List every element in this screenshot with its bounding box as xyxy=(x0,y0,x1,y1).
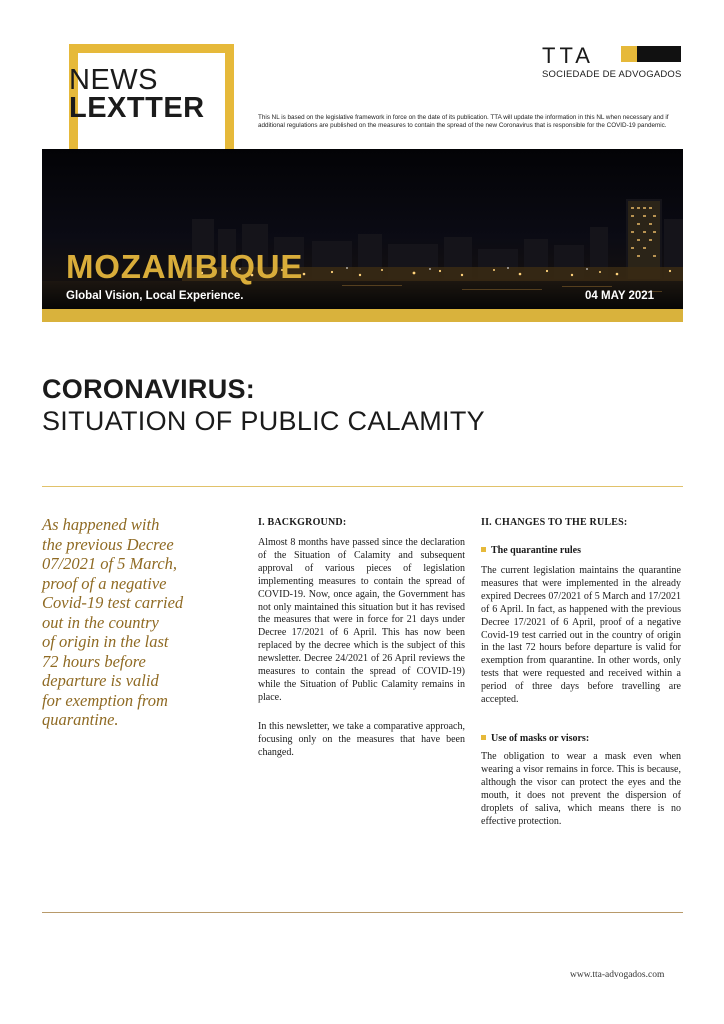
pull-quote-line: for exemption from xyxy=(42,690,168,710)
disclaimer-text: This NL is based on the legislative framework in force on the date of its publication. TTA will update the information in this NL when necessary and if additional regulations are published on the measures to contain the spread of the new Coronavirus that is responsible for the COVID-19 pandemic. xyxy=(258,114,669,130)
article-title: CORONAVIRUS: xyxy=(42,374,256,404)
pull-quote-line: As happened with xyxy=(42,515,160,534)
masthead-line-1: NEWS xyxy=(69,64,158,96)
changes-heading: II. CHANGES TO THE RULES: xyxy=(481,517,628,528)
quarantine-subheading-text: The quarantine rules xyxy=(491,545,582,556)
gold-bullet-icon xyxy=(481,735,486,740)
title-divider xyxy=(42,486,683,487)
tta-logo xyxy=(542,43,682,83)
banner-gold-strip xyxy=(42,309,683,322)
pull-quote-line: quarantine. xyxy=(42,710,119,729)
quarantine-subheading xyxy=(481,545,581,556)
masthead-line-2: LEXTTER xyxy=(69,92,205,124)
pull-quote-line: 72 hours before xyxy=(42,651,146,671)
quarantine-paragraph: The current legislation maintains the quarantine measures that were implemented in the already expired Decrees 07/2021 of 5 March and 17/2021 of 6 April. In fact, as happened with the previous Decree 17/2021 of 6 April, proof of a negative Covid-19 test carried out in the country of origin in the last 72 hours before departure is valid for exemption from quarantine. In other words, only tests that were requested and received within a period of three days before travelling are accepted. xyxy=(481,565,681,706)
pull-quote-line: of origin in the last xyxy=(42,632,169,651)
newsletter-masthead xyxy=(69,66,205,122)
background-paragraph-2: In this newsletter, we take a comparative approach, focusing only on the measures that have been changed. xyxy=(258,721,465,758)
pull-quote-line: departure is valid xyxy=(42,671,159,690)
masks-paragraph: The obligation to wear a mask even when wearing a visor remains in force. This is because, although the visor can protect the eyes and the mouth, it does not prevent the dispersion of droplets of saliva, which means there is no effective protection. xyxy=(481,751,681,827)
footer-divider xyxy=(42,912,683,913)
article-subtitle: SITUATION OF PUBLIC CALAMITY xyxy=(42,406,485,436)
pull-quote-line: out in the country xyxy=(42,612,159,632)
background-heading: I. BACKGROUND: xyxy=(258,517,347,528)
masks-subheading xyxy=(481,733,589,744)
logo-subtitle: SOCIEDADE DE ADVOGADOS xyxy=(542,69,682,80)
country-title: MOZAMBIQUE xyxy=(66,248,304,285)
logo-gold-square xyxy=(621,46,637,62)
website-link[interactable]: www.tta-advogados.com xyxy=(570,970,665,980)
masks-subheading-text: Use of masks or visors: xyxy=(491,733,590,744)
pull-quote-line: the previous Decree xyxy=(42,534,174,554)
background-paragraph-1: Almost 8 months have passed since the declaration of the Situation of Calamity and subsequent approval of various pieces of legislation implementing measures to contain the spread of COVID-19. Now, once again, the Government has not only maintained this situation but it has revised the measures that were in force for 21 days under Decree 17/2021 of 6 April. This has now been replaced by the decree which is the subject of this newsletter. Decree 24/2021 of 26 April reviews the measures to contain the spread of COVID-19) while the Situation of Public Calamity remains in place. xyxy=(258,537,465,703)
publication-date: 04 MAY 2021 xyxy=(585,290,655,302)
pull-quote-line: proof of a negative xyxy=(42,573,167,593)
pull-quote xyxy=(42,515,242,730)
tagline: Global Vision, Local Experience. xyxy=(66,290,244,302)
logo-text: TTA xyxy=(542,43,594,68)
pull-quote-line: 07/2021 of 5 March, xyxy=(42,554,178,573)
pull-quote-line: Covid-19 test carried xyxy=(42,593,184,612)
gold-bullet-icon xyxy=(481,547,486,552)
